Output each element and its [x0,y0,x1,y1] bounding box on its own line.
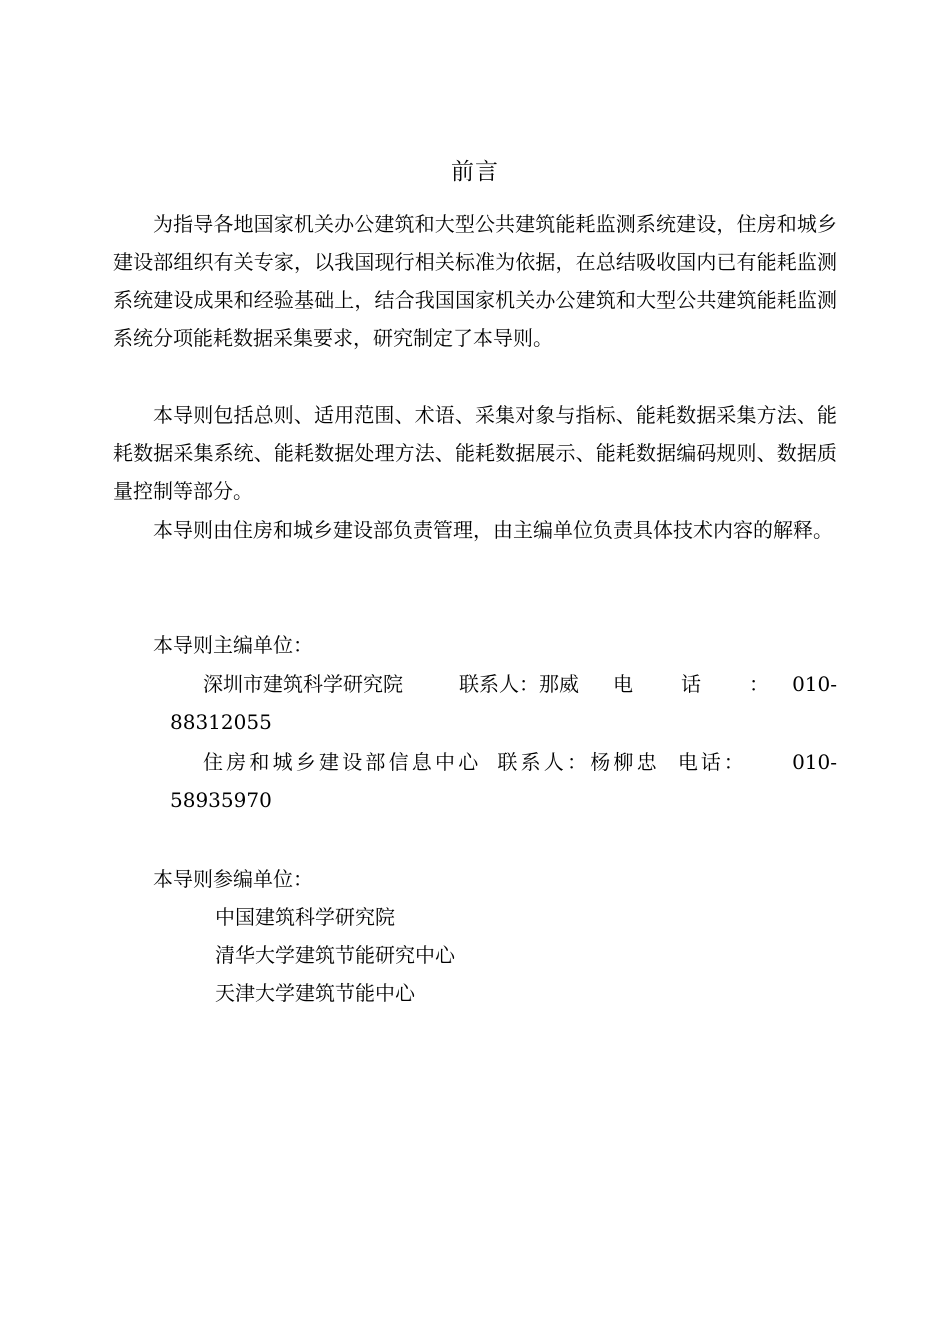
participant-unit-2: 清华大学建筑节能研究中心 [215,943,455,967]
chief-unit-1-phone-prefix: 010- [792,672,837,696]
chief-unit-2-name: 住房和城乡建设部信息中心 [203,750,482,774]
participant-units-label: 本导则参编单位： [153,867,313,891]
preface-paragraph-2: 本导则包括总则、适用范围、术语、采集对象与指标、能耗数据采集方法、能耗数据采集系统、能耗数据处理方法、能耗数据展示、能耗数据编码规则、数据质量控制等部分。 [113,403,837,503]
chief-unit-1 [170,665,837,741]
preface-paragraph-1: 为指导各地国家机关办公建筑和大型公共建筑能耗监测系统建设，住房和城乡建设部组织有关专家，以我国现行相关标准为依据，在总结吸收国内已有能耗监测系统建设成果和经验基础上，结合我国国家机关办公建筑和大型公共建筑能耗监测系统分项能耗数据采集要求，研究制定了本导则。 [113,212,837,350]
page-title: 前言 [451,159,499,185]
chief-unit-1-phone-label: 电 话 ： [613,672,783,696]
chief-unit-1-phone-rest: 88312055 [170,710,272,734]
participant-unit-3: 天津大学建筑节能中心 [215,981,415,1005]
chief-unit-2-phone-label: 电话： [677,750,747,774]
chief-unit-2-phone-rest: 58935970 [170,788,272,812]
chief-units-label: 本导则主编单位： [153,633,313,657]
chief-unit-2-phone-prefix: 010- [792,750,837,774]
chief-unit-1-contact: 联系人：那威 [459,672,579,696]
chief-unit-1-name: 深圳市建筑科学研究院 [203,672,403,696]
chief-unit-2-contact: 联系人：杨柳忠 [497,750,660,774]
chief-unit-2 [170,743,837,819]
participant-unit-1: 中国建筑科学研究院 [215,905,395,929]
preface-paragraph-3: 本导则由住房和城乡建设部负责管理，由主编单位负责具体技术内容的解释。 [153,518,833,542]
